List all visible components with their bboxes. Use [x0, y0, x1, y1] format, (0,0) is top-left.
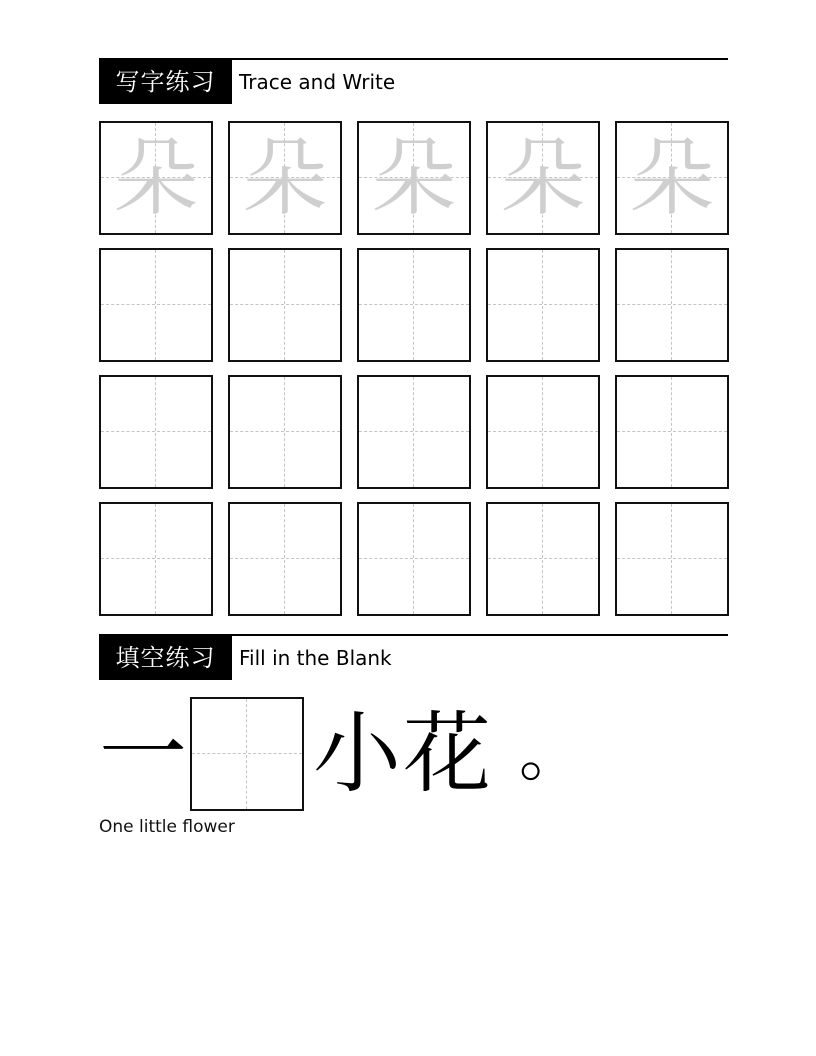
guide-line-horizontal — [101, 304, 211, 305]
guide-line-vertical — [246, 699, 247, 809]
guide-line-vertical — [671, 504, 672, 614]
sentence-translation: One little flower — [99, 817, 235, 837]
sentence-char-hua: 花 — [403, 702, 492, 805]
trace-cell[interactable] — [228, 121, 342, 235]
guide-line-horizontal — [617, 558, 727, 559]
trace-section-header — [99, 58, 728, 104]
practice-cell[interactable] — [357, 375, 471, 489]
practice-cell[interactable] — [99, 502, 213, 616]
sentence-char-yi: 一 — [99, 702, 188, 805]
guide-line-vertical — [671, 377, 672, 487]
trace-cell[interactable] — [615, 121, 729, 235]
practice-cell[interactable] — [228, 375, 342, 489]
trace-character: 朵 — [629, 129, 714, 227]
guide-line-horizontal — [488, 431, 598, 432]
guide-line-horizontal — [192, 753, 302, 754]
guide-line-horizontal — [230, 431, 340, 432]
trace-section-subtitle: Trace and Write — [239, 70, 396, 94]
guide-line-horizontal — [101, 558, 211, 559]
guide-line-horizontal — [617, 304, 727, 305]
trace-character: 朵 — [242, 129, 327, 227]
practice-cell[interactable] — [228, 502, 342, 616]
trace-cell[interactable] — [99, 121, 213, 235]
practice-cell[interactable] — [615, 248, 729, 362]
guide-line-horizontal — [359, 431, 469, 432]
practice-cell[interactable] — [99, 375, 213, 489]
practice-cell[interactable] — [357, 248, 471, 362]
practice-cell[interactable] — [486, 502, 600, 616]
practice-cell[interactable] — [99, 248, 213, 362]
guide-line-vertical — [284, 504, 285, 614]
practice-cell[interactable] — [486, 375, 600, 489]
guide-line-horizontal — [101, 431, 211, 432]
trace-cell[interactable] — [486, 121, 600, 235]
fill-section-tag: 填空练习 — [99, 636, 232, 680]
guide-line-horizontal — [617, 431, 727, 432]
trace-character: 朵 — [371, 129, 456, 227]
guide-line-horizontal — [230, 558, 340, 559]
practice-cell[interactable] — [228, 248, 342, 362]
guide-line-horizontal — [488, 304, 598, 305]
fill-section-subtitle: Fill in the Blank — [239, 646, 392, 670]
guide-line-vertical — [155, 377, 156, 487]
guide-line-vertical — [284, 250, 285, 360]
sentence-char-xiao: 小 — [313, 702, 402, 805]
guide-line-horizontal — [230, 304, 340, 305]
guide-line-vertical — [413, 250, 414, 360]
guide-line-vertical — [542, 504, 543, 614]
fill-section-header — [99, 634, 728, 680]
trace-section-tag: 写字练习 — [99, 60, 232, 104]
guide-line-vertical — [542, 377, 543, 487]
guide-line-vertical — [413, 377, 414, 487]
practice-cell[interactable] — [615, 502, 729, 616]
fill-in-blank-sentence — [99, 697, 659, 811]
blank-answer-box[interactable] — [190, 697, 304, 811]
practice-cell[interactable] — [357, 502, 471, 616]
guide-line-horizontal — [488, 558, 598, 559]
guide-line-horizontal — [359, 558, 469, 559]
guide-line-vertical — [542, 250, 543, 360]
guide-line-vertical — [155, 250, 156, 360]
guide-line-horizontal — [359, 304, 469, 305]
trace-cell[interactable] — [357, 121, 471, 235]
practice-cell[interactable] — [615, 375, 729, 489]
guide-line-vertical — [413, 504, 414, 614]
trace-character: 朵 — [500, 129, 585, 227]
practice-cell[interactable] — [486, 248, 600, 362]
trace-character: 朵 — [113, 129, 198, 227]
guide-line-vertical — [284, 377, 285, 487]
sentence-period: 。 — [519, 717, 583, 791]
guide-line-vertical — [155, 504, 156, 614]
guide-line-vertical — [671, 250, 672, 360]
